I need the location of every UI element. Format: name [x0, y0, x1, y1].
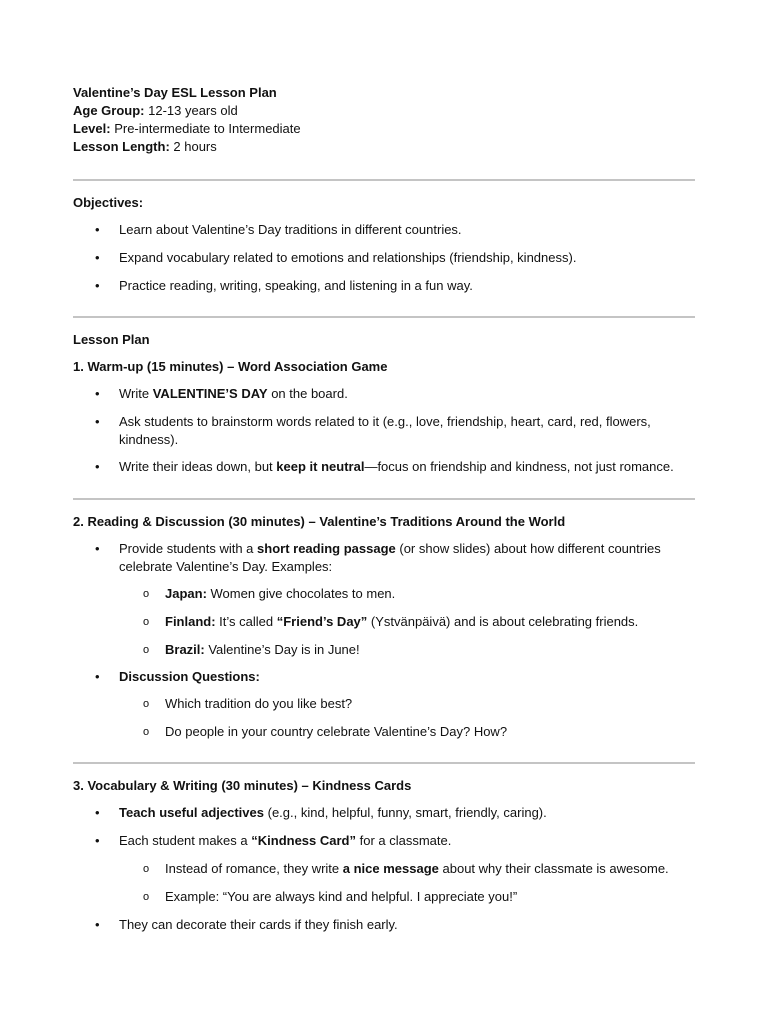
objective-item: • Practice reading, writing, speaking, and listening in a fun way. [73, 277, 695, 295]
question-item: o Which tradition do you like best? [119, 695, 695, 713]
vocab-item: • Teach useful adjectives (e.g., kind, helpful, funny, smart, friendly, caring). [73, 804, 695, 822]
objectives-heading: Objectives: [73, 195, 144, 210]
lesson-plan-heading: Lesson Plan [73, 332, 150, 347]
divider [73, 762, 695, 764]
warmup-heading: 1. Warm-up (15 minutes) – Word Association Game [73, 359, 388, 374]
lesson-plan-document [73, 84, 695, 934]
questions-list [119, 695, 695, 741]
discussion-item: • Discussion Questions: o Which tradition do you like best? o Do people in your country celebrate Valentine’s Day? How? [73, 668, 695, 741]
reading-heading: 2. Reading & Discussion (30 minutes) – Valentine’s Traditions Around the World [73, 514, 566, 529]
vocab-item: • Each student makes a “Kindness Card” for a classmate. o Instead of romance, they write a nice message about why their classmate is awesome. o Example: “You are always kind and helpful. I appreciate you!” [73, 832, 695, 906]
reading-list [73, 540, 695, 741]
document-title: Valentine’s Day ESL Lesson Plan [73, 85, 277, 100]
level [73, 120, 695, 138]
lesson-length-value: 2 hours [169, 139, 217, 154]
vocab-list [73, 804, 695, 934]
vocab-heading: 3. Vocabulary & Writing (30 minutes) – Kindness Cards [73, 778, 412, 793]
example-finland: o Finland: It’s called “Friend’s Day” (Ystvänpäivä) and is about celebrating friends. [119, 613, 695, 631]
warmup-list [73, 385, 695, 476]
divider [73, 179, 695, 181]
objective-item: • Expand vocabulary related to emotions and relationships (friendship, kindness). [73, 249, 695, 267]
divider [73, 498, 695, 500]
example-brazil: o Brazil: Valentine’s Day is in June! [119, 641, 695, 659]
age-group [73, 102, 695, 120]
vocab-item: • They can decorate their cards if they finish early. [73, 916, 695, 934]
divider [73, 316, 695, 318]
kindness-card-item: o Instead of romance, they write a nice message about why their classmate is awesome. [119, 860, 695, 878]
warmup-item: • Write their ideas down, but keep it neutral—focus on friendship and kindness, not just romance. [73, 458, 695, 476]
warmup-item: • Write VALENTINE’S DAY on the board. [73, 385, 695, 403]
objectives-list [73, 221, 695, 295]
lesson-length [73, 138, 695, 156]
age-group-value: 12-13 years old [144, 103, 238, 118]
level-value: Pre-intermediate to Intermediate [110, 121, 301, 136]
lesson-length-label: Lesson Length: [73, 139, 170, 154]
kindness-card-list [119, 860, 695, 906]
kindness-card-item: o Example: “You are always kind and helpful. I appreciate you!” [119, 888, 695, 906]
reading-item: • Provide students with a short reading passage (or show slides) about how different countries celebrate Valentine’s Day. Examples: o Japan: Women give chocolates to men. o Finland: It’s called “Friend’s Day” (Ystvänpäivä) and is about celebrating friends. o Brazil: Valentine’s Day is in June! [73, 540, 695, 659]
objective-item: • Learn about Valentine’s Day traditions in different countries. [73, 221, 695, 239]
example-japan: o Japan: Women give chocolates to men. [119, 585, 695, 603]
examples-list [119, 585, 695, 659]
question-item: o Do people in your country celebrate Valentine’s Day? How? [119, 723, 695, 741]
age-group-label: Age Group: [73, 103, 145, 118]
warmup-item: • Ask students to brainstorm words related to it (e.g., love, friendship, heart, card, red, flowers, kindness). [73, 413, 695, 449]
level-label: Level: [73, 121, 111, 136]
